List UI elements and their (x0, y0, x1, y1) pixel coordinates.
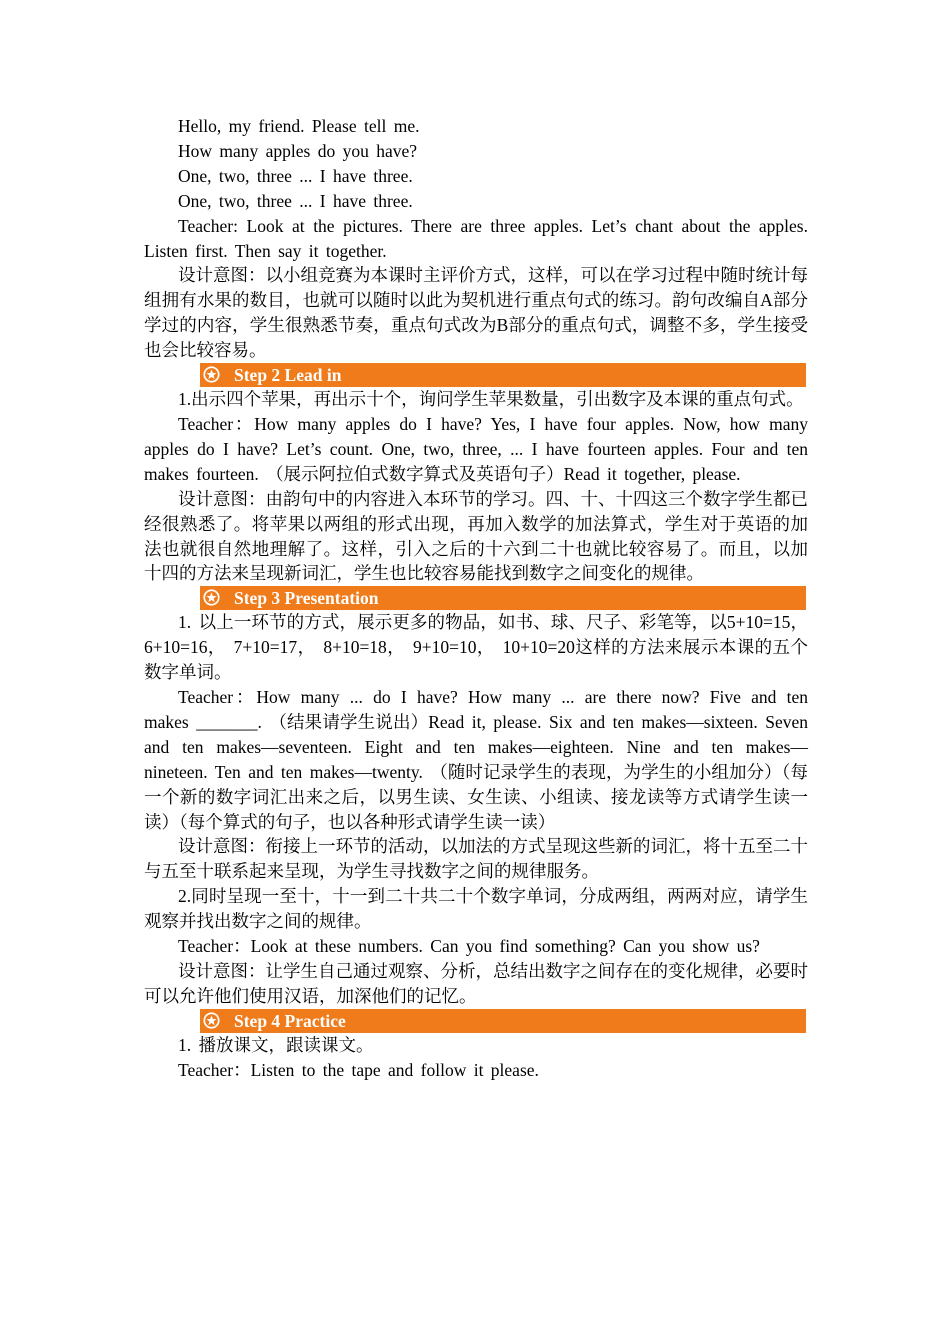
star-circle-icon (203, 366, 220, 383)
step-4-title: Step 4 Practice (234, 1010, 346, 1031)
star-circle-icon (203, 589, 220, 606)
practice-instruction-1: 1. 播放课文，跟读课文。 (178, 1034, 374, 1055)
design-intent-3: 设计意图：衔接上一环节的活动，以加法的方式呈现这些新的词汇，将十五至二十与五至十联系起来呈现，为学生寻找数字之间的规律服务。 (144, 836, 808, 882)
presentation-instruction-2: 2.同时呈现一至十，十一到二十共二十个数字单词，分成两组，两两对应，请学生观察并找出数字之间的规律。 (144, 886, 808, 932)
presentation-teacher-script-1: Teacher：How many ... do I have? How many ... are there now? Five and ten makes _______. （结果请学生说出）Read it, please. Six and ten makes—sixteen. Seven and ten makes—seventeen. Eight and ten makes—eighteen. Nine and ten makes—nineteen. Ten and ten makes—twenty. （随时记录学生的表现，为学生的小组加分）（每一个新的数字词汇出来之后，以男生读、女生读、小组读、接龙读等方式请学生读一读）（每个算式的句子，也以各种形式请学生读一读） (144, 687, 808, 832)
design-intent-1: 设计意图：以小组竞赛为本课时主评价方式，这样，可以在学习过程中随时统计每组拥有水果的数目，也就可以随时以此为契机进行重点句式的练习。韵句改编自A部分学过的内容，学生很熟悉节奏，重点句式改为B部分的重点句式，调整不多，学生接受也会比较容易。 (144, 265, 808, 361)
step-4-header (200, 1009, 806, 1033)
chant-line-2: How many apples do you have? (178, 140, 418, 161)
presentation-instruction-1: 1. 以上一环节的方式，展示更多的物品，如书、球、尺子、彩笔等，以5+10=15， 6+10=16， 7+10=17， 8+10=18， 9+10=10， 10+10=20这样的方法来展示本课的五个数字单词。 (144, 612, 808, 683)
design-intent-2: 设计意图：由韵句中的内容进入本环节的学习。四、十、十四这三个数字学生都已经很熟悉了。将苹果以两组的形式出现，再加入数学的加法算式，学生对于英语的加法也就很自然地理解了。这样，引入之后的十六到二十也就比较容易了。而且，以加十四的方法来呈现新词汇，学生也比较容易能找到数字之间变化的规律。 (144, 488, 808, 584)
step-3-header (200, 586, 806, 610)
chant-line-3: One, two, three ... I have three. (178, 165, 413, 186)
practice-teacher-script: Teacher：Listen to the tape and follow it please. (178, 1059, 539, 1080)
star-circle-icon (203, 1012, 220, 1029)
step-2-title: Step 2 Lead in (234, 365, 342, 386)
document-page (144, 114, 808, 1083)
teacher-chant-paragraph: Teacher: Look at the pictures. There are three apples. Let’s chant about the apples. Listen first. Then say it together. (144, 215, 808, 261)
design-intent-4: 设计意图：让学生自己通过观察、分析，总结出数字之间存在的变化规律，必要时可以允许他们使用汉语，加深他们的记忆。 (144, 961, 808, 1006)
lead-in-instruction: 1.出示四个苹果，再出示十个，询问学生苹果数量，引出数字及本课的重点句式。 (178, 389, 804, 410)
presentation-teacher-script-2: Teacher：Look at these numbers. Can you find something? Can you show us? (178, 936, 760, 957)
chant-line-4: One, two, three ... I have three. (178, 190, 413, 211)
step-3-title: Step 3 Presentation (234, 588, 379, 609)
lead-in-teacher-script: Teacher：How many apples do I have? Yes, I have four apples. Now, how many apples do I have? Let’s count. One, two, three, ... I have fourteen apples. Four and ten makes fourteen. （展示阿拉伯式数字算式及英语句子）Read it together, please. (144, 413, 808, 484)
chant-line-1: Hello, my friend. Please tell me. (178, 116, 420, 136)
step-2-header (200, 363, 806, 387)
